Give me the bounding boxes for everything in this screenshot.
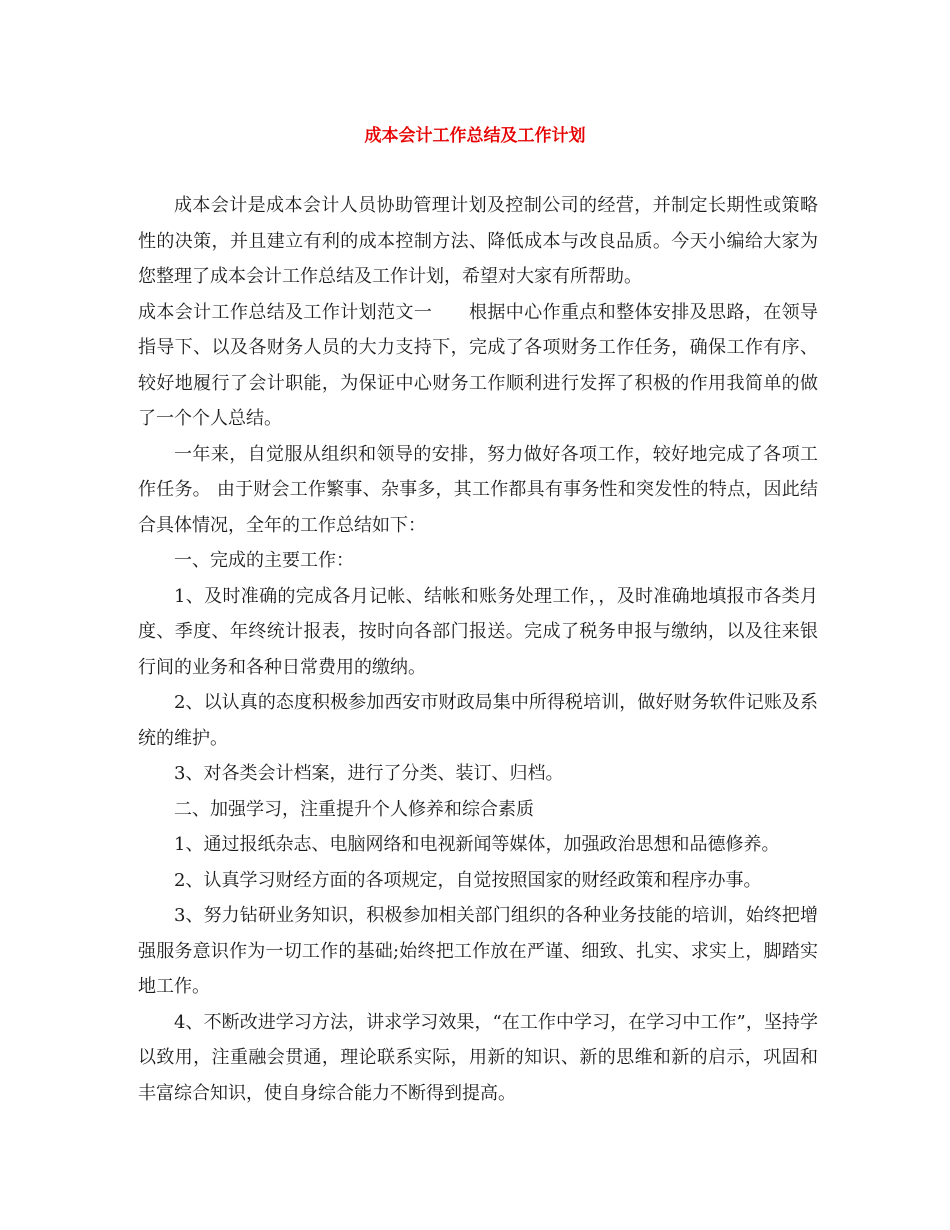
- paragraph-2: 成本会计工作总结及工作计划范文一 根据中心作重点和整体安排及思路，在领导指导下、以及各财务人员的大力支持下，完成了各项财务工作任务，确保工作有序、较好地履行了会计职能，为保证中心财务工作顺利进行发挥了积极的作用我简单的做了一个个人总结。: [138, 301, 818, 429]
- list-item-1-2: 2、以认真的态度积极参加西安市财政局集中所得税培训，做好财务软件记账及系统的维护。: [138, 692, 818, 749]
- paragraph-3: 一年来，自觉服从组织和领导的安排，努力做好各项工作，较好地完成了各项工作任务。 由于财会工作繁事、杂事多，其工作都具有事务性和突发性的特点，因此结合具体情况，全年的工作总结如下：: [138, 443, 818, 536]
- paragraph-1: 成本会计是成本会计人员协助管理计划及控制公司的经营，并制定长期性或策略性的决策，并且建立有利的成本控制方法、降低成本与改良品质。今天小编给大家为您整理了成本会计工作总结及工作计划，希望对大家有所帮助。: [138, 195, 818, 287]
- list-item-2-1: 1、通过报纸杂志、电脑网络和电视新闻等媒体，加强政治思想和品德修养。: [174, 834, 780, 855]
- list-item-1-1: 1、及时准确的完成各月记帐、结帐和账务处理工作，，及时准确地填报市各类月度、季度、年终统计报表，按时向各部门报送。完成了税务申报与缴纳，以及往来银行间的业务和各种日常费用的缴纳。: [138, 585, 818, 678]
- section-heading-1: 一、完成的主要工作：: [174, 550, 354, 571]
- list-item-2-3: 3、努力钻研业务知识，积极参加相关部门组织的各种业务技能的培训，始终把增强服务意识作为一切工作的基础;始终把工作放在严谨、细致、扎实、求实上，脚踏实地工作。: [138, 905, 818, 997]
- list-item-1-3: 3、对各类会计档案，进行了分类、装订、归档。: [174, 763, 564, 784]
- list-item-2-4: 4、不断改进学习方法，讲求学习效果，“在工作中学习，在学习中工作”，坚持学以致用，注重融会贯通，理论联系实际，用新的知识、新的思维和新的启示，巩固和丰富综合知识，使自身综合能力不断得到提高。: [138, 1011, 818, 1104]
- list-item-2-2: 2、认真学习财经方面的各项规定，自觉按照国家的财经政策和程序办事。: [174, 869, 762, 891]
- document-body: [138, 188, 818, 1111]
- document-title: 成本会计工作总结及工作计划: [364, 126, 586, 146]
- section-heading-2: 二、加强学习，注重提升个人修养和综合素质: [174, 798, 534, 820]
